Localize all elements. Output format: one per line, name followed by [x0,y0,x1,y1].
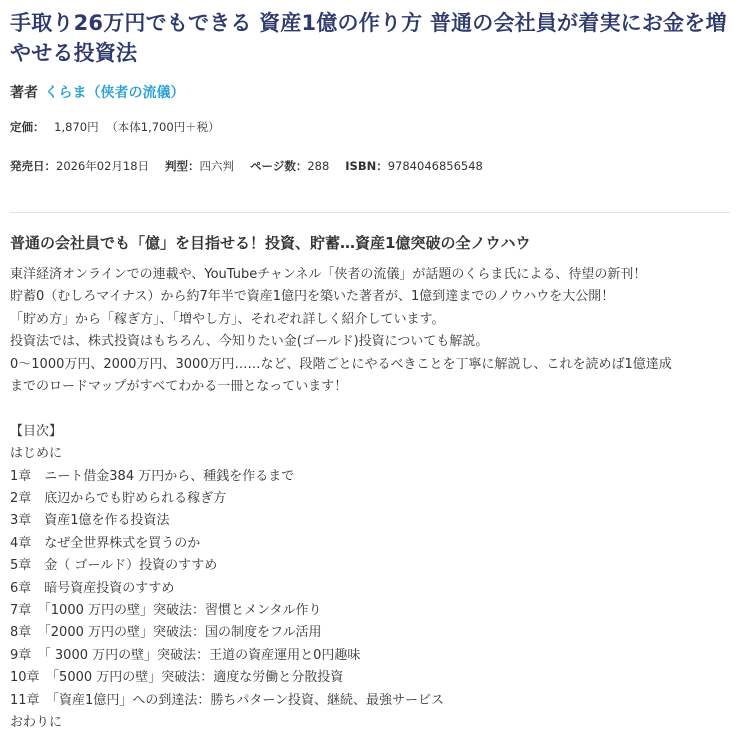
book-title: 手取り26万円でもできる 資産1億の作り方 普通の会社員が着実にお金を増やせる投資法 [10,11,727,65]
isbn-label: ISBN： [345,159,388,173]
format-value: 四六判 [199,159,235,173]
book-meta-row [10,156,483,176]
description-line: までのロードマップがすべてわかる一冊となっています！ [10,379,348,395]
blank-line [10,398,734,420]
description-line: 0～1000万円、2000万円、3000万円……など、段階ごとにやるべきことを丁寧に解説し、これを読めば1億達成 [10,356,672,372]
toc-item: 4章 なぜ全世界株式を買うのか [10,535,201,551]
toc-item: 2章 底辺からでも貯められる稼ぎ方 [10,491,227,507]
description-line: 貯蓄0（むしろマイナス）から約7年半で資産1億円を築いた著者が、1億到達までのノウハウを大公開！ [10,289,615,305]
toc-item: 1章 ニート借金384 万円から、種銭を作るまで [10,468,295,484]
toc-item: 8章 「2000 万円の壁」突破法：国の制度をフル活用 [10,625,322,641]
isbn-value: 9784046856548 [387,159,483,173]
release-date-value: 2026年02月18日 [56,159,150,173]
toc-item: 10章 「5000 万円の壁」突破法：適度な労働と分散投資 [10,670,344,686]
toc-item: 3章 資産1億を作る投資法 [10,513,170,529]
description-line: 「貯め方」から「稼ぎ方」、「増やし方」、それぞれ詳しく紹介しています。 [10,311,445,327]
description-body [10,264,734,735]
toc-item: 9章 「 3000 万円の壁」突破法：王道の資産運用と0円趣味 [10,647,361,663]
toc-item: おわりに [10,715,63,731]
toc-item: はじめに [10,446,63,462]
toc-item: 6章 暗号資産投資のすすめ [10,580,175,596]
toc-item: 5章 金（ ゴールド）投資のすすめ [10,558,218,574]
description-line: 東洋経済オンラインでの連載や、YouTubeチャンネル「侠者の流儀」が話題のくらま氏による、待望の新刊！ [10,267,647,282]
price-row [10,117,220,137]
price-tax-note: （本体1,700円＋税） [106,120,220,134]
toc-heading: 【目次】 [10,423,63,439]
format-label: 判型： [165,159,200,173]
page-count-value: 288 [307,159,330,173]
toc-item: 11章 「資産1億円」への到達法：勝ちパターン投資、継続、最強サービス [10,692,445,708]
toc-item: 7章 「1000 万円の壁」突破法：習慣とメンタル作り [10,603,322,619]
price-value: 1,870円 [54,120,99,134]
description-line: 投資法では、株式投資はもちろん、今知りたい金(ゴールド)投資についても解説。 [10,334,489,350]
author-label: 著者 [10,85,38,101]
catch-copy-heading: 普通の会社員でも「億」を目指せる！投資、貯蓄…資産1億突破の全ノウハウ [10,234,531,252]
price-label: 定価： [10,120,45,134]
page-count-label: ページ数： [250,159,308,173]
section-divider [10,212,730,213]
release-date-label: 発売日： [10,159,56,173]
author-link[interactable]: くらま（侠者の流儀） [44,85,185,101]
author-row [10,82,184,104]
